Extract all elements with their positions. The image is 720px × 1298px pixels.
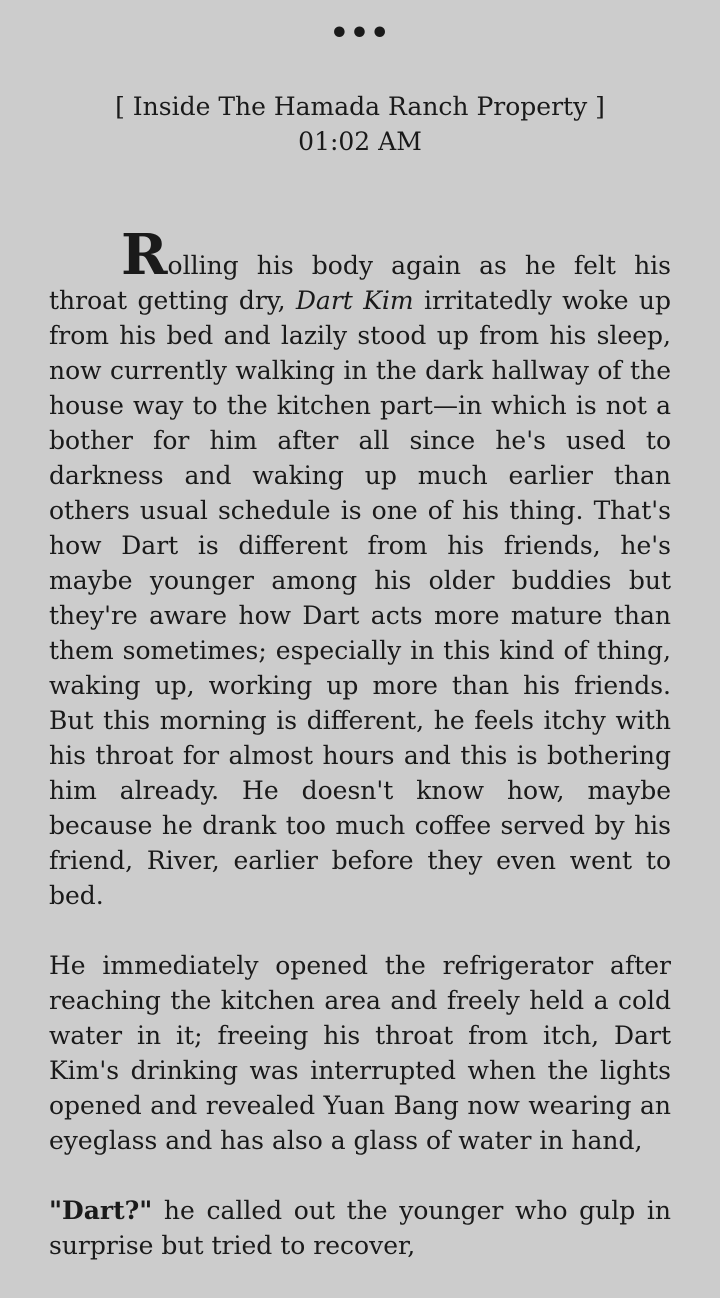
paragraph-1-lead: olling his body again as he felt his throat getting dry, <box>49 251 671 315</box>
character-name: Dart Kim <box>295 286 414 315</box>
scene-heading <box>0 89 720 159</box>
more-options-icon[interactable]: ••• <box>329 16 391 51</box>
scene-time: 01:02 AM <box>298 127 422 156</box>
paragraph-2: He immediately opened the refrigerator after reaching the kitchen area and freely held a cold water in it; freeing his throat from itch, Dart Kim's drinking was interrupted when the lights opened and revealed Yuan Bang now wearing an eyeglass and has also a glass of water in hand, <box>49 951 671 1155</box>
paragraph-3 <box>49 1193 671 1263</box>
scene-location: [ Inside The Hamada Ranch Property ] <box>115 92 605 121</box>
drop-cap: R <box>121 222 168 288</box>
paragraph-1 <box>49 222 671 913</box>
paragraph-1-rest: irritatedly woke up from his bed and lazily stood up from his sleep, now currently walking in the dark hallway of the house way to the kitchen part—in which is not a bother for him after all since he's used to darkness and waking up much earlier than others usual schedule is one of his thing. That's how Dart is different from his friends, he's maybe younger among his older buddies but they're aware how Dart acts more mature than them sometimes; especially in this kind of thing, waking up, working up more than his friends. But this morning is different, he feels itchy with his throat for almost hours and this is bothering him already. He doesn't know how, maybe because he drank too much coffee served by his friend, River, earlier before they even went to bed. <box>49 286 671 910</box>
paragraph-3-rest: he called out the younger who gulp in surprise but tried to recover, <box>49 1196 671 1260</box>
story-body <box>49 222 671 1298</box>
dialogue-line: "Dart?" <box>49 1196 153 1225</box>
